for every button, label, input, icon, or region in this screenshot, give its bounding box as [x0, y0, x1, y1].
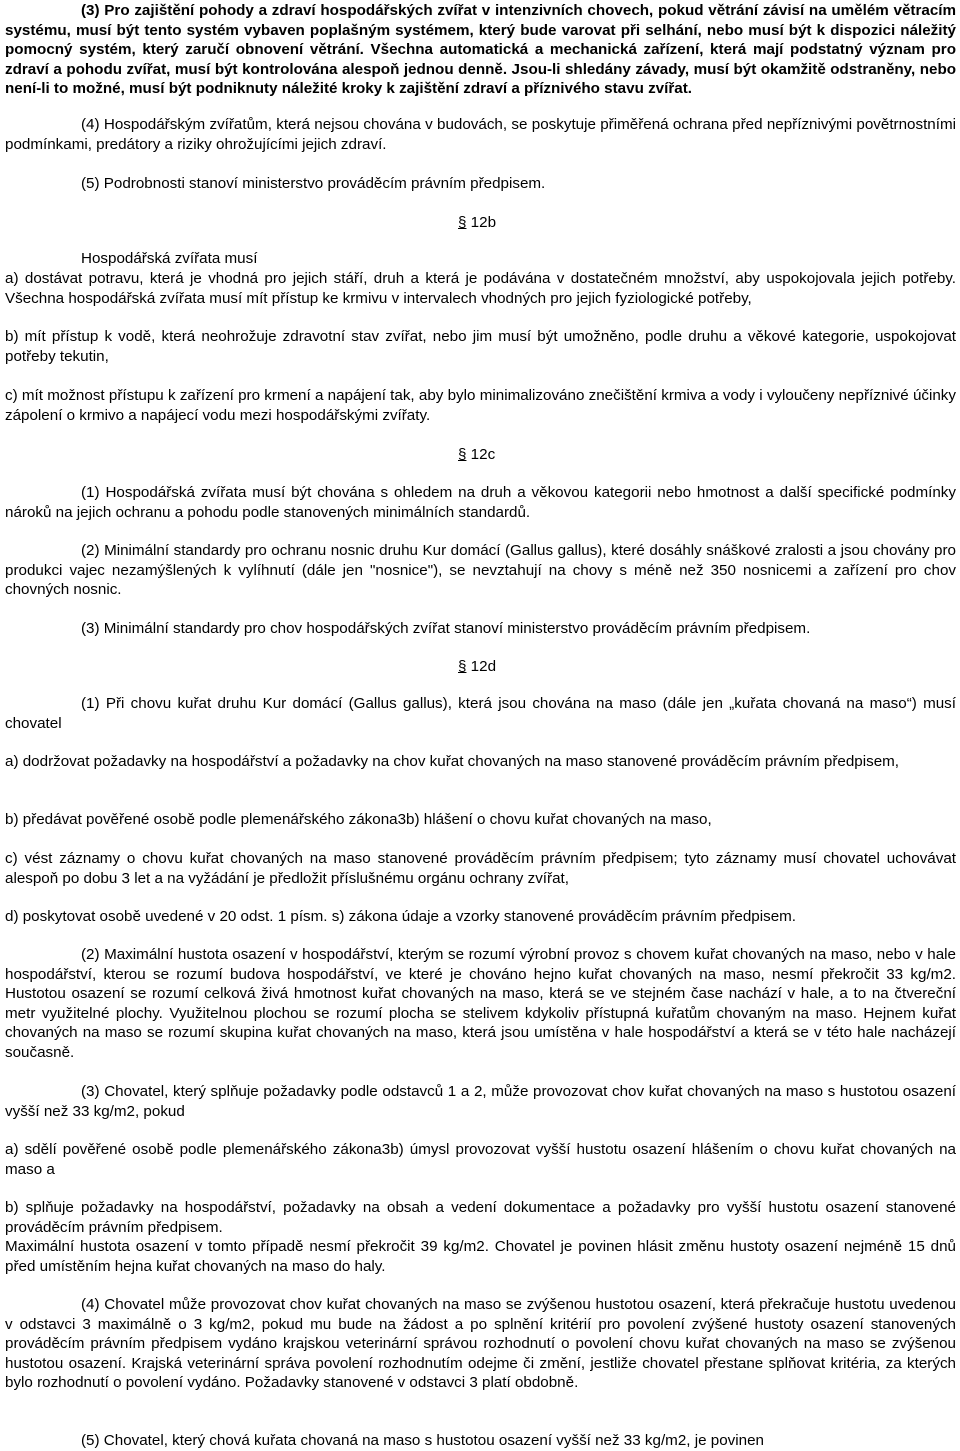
section-12d-paragraph-3-item-b: b) splňuje požadavky na hospodářství, požadavky na obsah a vedení dokumentace a požadavky pro vyšší hustotu osazení stanovené prováděcím právním předpisem.	[5, 1199, 956, 1236]
paragraph-12a-3: (3) Pro zajištění pohody a zdraví hospodářských zvířat v intenzivních chovech, pokud větrání závisí na umělém větracím systému, musí být tento systém vybaven poplašným systémem, který bude varovat při selhání, nebo musí být k dispozici náležitý pomocný systém, který zaručí obnovení větrání. Všechna automatická a mechanická zařízení, která mají podstatný význam pro zdraví a pohodu zvířat, musí být kontrolována alespoň jednou denně. Jsou-li shledány závady, musí být okamžitě odstraněny, nebo není-li to možné, musí být podniknuty náležité kroky k zajištění zdraví a příznivého stavu zvířat.	[5, 2, 956, 98]
section-heading-12c	[458, 445, 495, 465]
section-12b-item-c: c) mít možnost přístupu k zařízení pro krmení a napájení tak, aby bylo minimalizováno znečištění krmiva a vody i vyloučeny nepříznivé účinky zápolení o krmivo a napájecí vodu mezi hospodářskými zvířaty.	[5, 387, 956, 424]
section-12c-paragraph-2: (2) Minimální standardy pro ochranu nosnic druhu Kur domácí (Gallus gallus), které dosáhly snáškové zralosti a jsou chovány pro produkci vajec nezamýšlených k vylíhnutí (dále jen "nosnice"), se nevztahují na chovy s méně než 350 nosnicemi a zařízení pro chov chovných nosnic.	[5, 542, 956, 599]
section-number: 12c	[466, 446, 496, 463]
section-12b-item-a: a) dostávat potravu, která je vhodná pro jejich stáří, druh a která je podávána v dostatečném množství, aby uspokojovala jejich potřeby. Všechna hospodářská zvířata musí mít přístup ke krmivu v intervalech vhodných pro jejich fyziologické potřeby,	[5, 270, 956, 307]
section-symbol: §	[458, 658, 467, 675]
section-heading-12d	[458, 657, 496, 677]
section-12d-paragraph-2: (2) Maximální hustota osazení v hospodářství, kterým se rozumí výrobní provoz s chovem kuřat chovaných na maso, nebo v hale hospodářství, kterou se rozumí budova hospodářství, ve které je chováno hejno kuřat chovaných na maso, nesmí překročit 33 kg/m2. Hustotou osazení se rozumí celková živá hmotnost kuřat chovaných na maso, která se ve stejném čase nachází v hale, a to na čtvereční metr využitelné plochy. Využitelnou plochou se rozumí plocha se stelivem kdykoliv přístupná kuřatům chovaným na maso. Hejnem kuřat chovaných na maso se rozumí skupina kuřat chovaných na maso, která jsou umístěna v hale hospodářství a která se v této hale nacházejí současně.	[5, 946, 956, 1061]
section-12d-item-a: a) dodržovat požadavky na hospodářství a požadavky na chov kuřat chovaných na maso stanovené prováděcím právním předpisem,	[5, 753, 900, 770]
section-12d-item-c: c) vést záznamy o chovu kuřat chovaných na maso stanovené prováděcím právním předpisem; tyto záznamy musí chovatel uchovávat alespoň po dobu 3 let a na vyžádání je předložit příslušnému orgánu ochrany zvířat,	[5, 850, 956, 887]
section-heading-12b	[458, 213, 496, 233]
section-12d-paragraph-5: (5) Chovatel, který chová kuřata chovaná na maso s hustotou osazení vyšší než 33 kg/m2, je povinen	[81, 1432, 764, 1449]
section-number: 12b	[466, 214, 497, 231]
section-12b-intro: Hospodářská zvířata musí	[81, 250, 258, 267]
section-12b-item-b: b) mít přístup k vodě, která neohrožuje zdravotní stav zvířat, nebo jim musí být umožněno, podle druhu a věkové kategorie, uspokojovat potřeby tekutin,	[5, 328, 956, 365]
section-12d-max-density-note: Maximální hustota osazení v tomto případě nesmí překročit 39 kg/m2. Chovatel je povinen hlásit změnu hustoty osazení nejméně 15 dnů před umístěním hejna kuřat chovaných na maso do haly.	[5, 1238, 956, 1275]
section-number: 12d	[466, 658, 497, 675]
paragraph-12a-4: (4) Hospodářským zvířatům, která nejsou chována v budovách, se poskytuje přiměřená ochrana před nepříznivými povětrnostními podmínkami, predátory a riziky ohrožujícími jejich zdraví.	[5, 116, 956, 153]
paragraph-12a-5: (5) Podrobnosti stanoví ministerstvo prováděcím právním předpisem.	[81, 175, 546, 192]
section-12d-item-d: d) poskytovat osobě uvedené v 20 odst. 1 písm. s) zákona údaje a vzorky stanovené prováděcím právním předpisem.	[5, 908, 797, 925]
section-12d-item-b: b) předávat pověřené osobě podle plemenářského zákona3b) hlášení o chovu kuřat chovaných na maso,	[5, 811, 712, 828]
section-12c-paragraph-1: (1) Hospodářská zvířata musí být chována s ohledem na druh a věkovou kategorii nebo hmotnost a další specifické podmínky nároků na jejich ochranu a pohodu podle stanovených minimálních standardů.	[5, 484, 956, 521]
section-12c-paragraph-3: (3) Minimální standardy pro chov hospodářských zvířat stanoví ministerstvo prováděcím právním předpisem.	[81, 620, 811, 637]
section-symbol: §	[458, 214, 467, 231]
section-12d-paragraph-1: (1) Při chovu kuřat druhu Kur domácí (Gallus gallus), která jsou chována na maso (dále jen „kuřata chovaná na maso“) musí chovatel	[5, 695, 956, 732]
section-12d-paragraph-4: (4) Chovatel může provozovat chov kuřat chovaných na maso se zvýšenou hustotou osazení, která překračuje hustotu uvedenou v odstavci 3 maximálně o 3 kg/m2, pokud mu bude na žádost a po splnění kritérií pro povolení zvýšené hustoty osazení stanovených prováděcím právním předpisem vydáno krajskou veterinární správou rozhodnutí o povolení chovu kuřat chovaných na maso se zvýšenou hustotou osazení. Krajská veterinární správa povolení rozhodnutím odejme či změní, jestliže chovatel přestane splňovat kritéria, za kterých bylo rozhodnutí o povolení vydáno. Požadavky stanovené v odstavci 3 platí obdobně.	[5, 1296, 956, 1392]
section-12d-paragraph-3-item-a: a) sdělí pověřené osobě podle plemenářského zákona3b) úmysl provozovat vyšší hustotu osazení hlášením o chovu kuřat chovaných na maso a	[5, 1141, 956, 1178]
section-symbol: §	[458, 446, 467, 463]
section-12d-paragraph-3: (3) Chovatel, který splňuje požadavky podle odstavců 1 a 2, může provozovat chov kuřat chovaných na maso s hustotou osazení vyšší než 33 kg/m2, pokud	[5, 1083, 956, 1120]
